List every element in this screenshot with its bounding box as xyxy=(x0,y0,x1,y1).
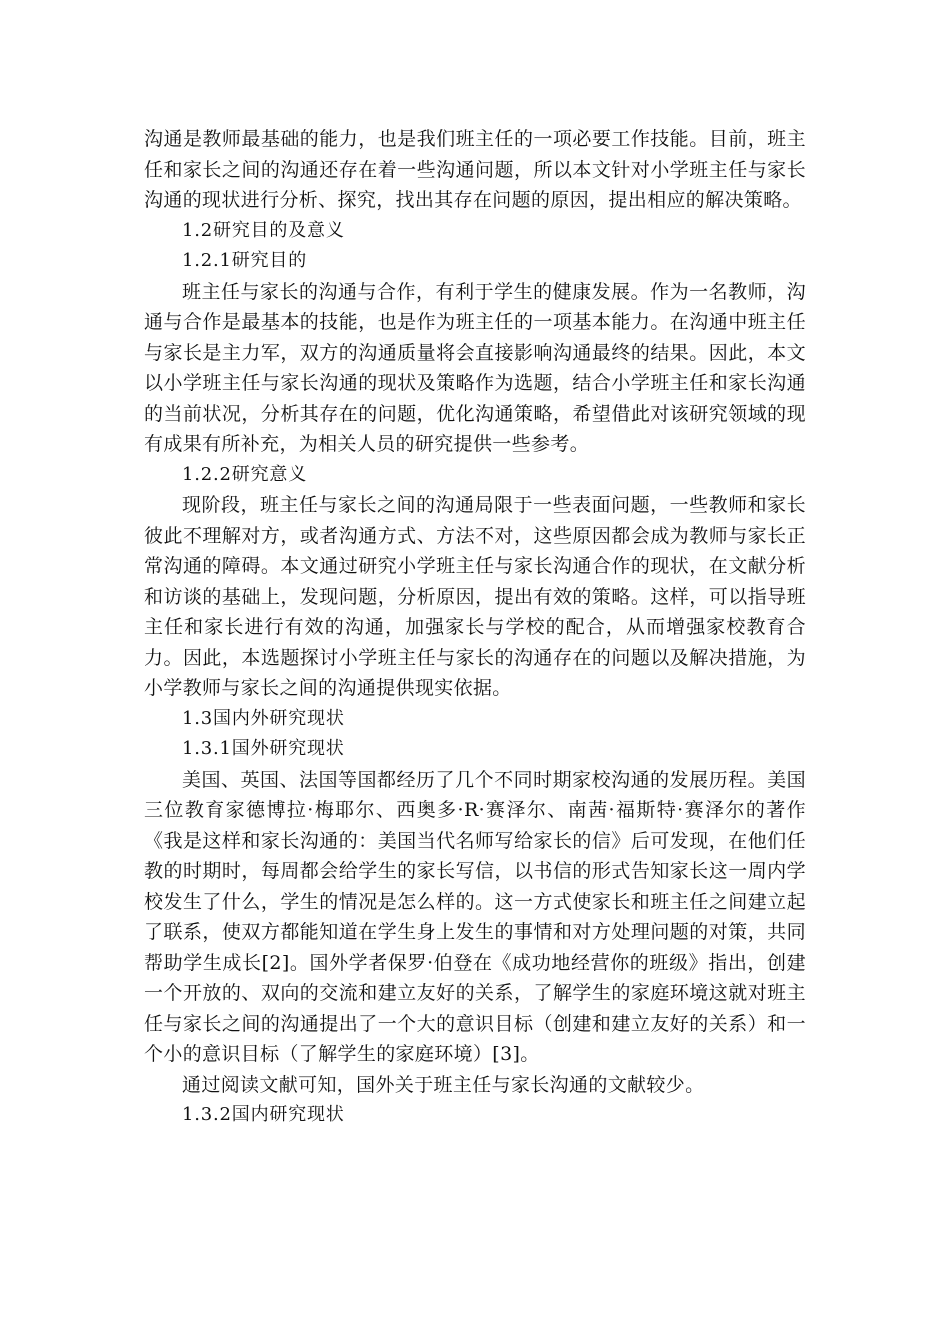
paragraph-intro: 沟通是教师最基础的能力，也是我们班主任的一项必要工作技能。目前，班主任和家长之间的沟通还存在着一些沟通问题，所以本文针对小学班主任与家长沟通的现状进行分析、探究，找出其存在问题的原因，提出相应的解决策略。 xyxy=(144,128,806,211)
heading-1-3-1: 1.3.1国外研究现状 xyxy=(182,738,345,759)
paragraph-foreign-research: 美国、英国、法国等国都经历了几个不同时期家校沟通的发展历程。美国三位教育家德博拉·梅耶尔、西奥多·R·赛泽尔、南茜·福斯特·赛泽尔的著作《我是这样和家长沟通的：美国当代名师写给家长的信》后可发现，在他们任教的时期时，每周都会给学生的家长写信，以书信的形式告知家长这一周内学校发生了什么，学生的情况是怎么样的。这一方式使家长和班主任之间建立起了联系，使双方都能知道在学生身上发生的事情和对方处理问题的对策，共同帮助学生成长[2]。国外学者保罗·伯登在《成功地经营你的班级》指出，创建一个开放的、双向的交流和建立友好的关系，了解学生的家庭环境这就对班主任与家长之间的沟通提出了一个大的意识目标（创建和建立友好的关系）和一个小的意识目标（了解学生的家庭环境）[3]。 xyxy=(144,768,806,1065)
heading-1-2: 1.2研究目的及意义 xyxy=(182,219,345,241)
heading-1-3-2: 1.3.2国内研究现状 xyxy=(182,1104,345,1125)
heading-1-3: 1.3国内外研究现状 xyxy=(182,707,345,729)
paragraph-foreign-summary: 通过阅读文献可知，国外关于班主任与家长沟通的文献较少。 xyxy=(182,1073,705,1096)
paragraph-research-significance: 现阶段，班主任与家长之间的沟通局限于一些表面问题，一些教师和家长彼此不理解对方，或者沟通方式、方法不对，这些原因都会成为教师与家长正常沟通的障碍。本文通过研究小学班主任与家长沟通合作的现状，在文献分析和访谈的基础上，发现问题，分析原因，提出有效的策略。这样，可以指导班主任和家长进行有效的沟通，加强家长与学校的配合，从而增强家校教育合力。因此，本选题探讨小学班主任与家长的沟通存在的问题以及解决措施，为小学教师与家长之间的沟通提供现实依据。 xyxy=(144,494,806,699)
heading-1-2-2: 1.2.2研究意义 xyxy=(182,463,307,485)
document-page xyxy=(144,124,806,1131)
heading-1-2-1: 1.2.1研究目的 xyxy=(182,250,307,271)
paragraph-research-purpose: 班主任与家长的沟通与合作，有利于学生的健康发展。作为一名教师，沟通与合作是最基本的技能，也是作为班主任的一项基本能力。在沟通中班主任与家长是主力军，双方的沟通质量将会直接影响沟通最终的结果。因此，本文以小学班主任与家长沟通的现状及策略作为选题，结合小学班主任和家长沟通的当前状况，分析其存在的问题，优化沟通策略，希望借此对该研究领域的现有成果有所补充，为相关人员的研究提供一些参考。 xyxy=(144,280,806,455)
